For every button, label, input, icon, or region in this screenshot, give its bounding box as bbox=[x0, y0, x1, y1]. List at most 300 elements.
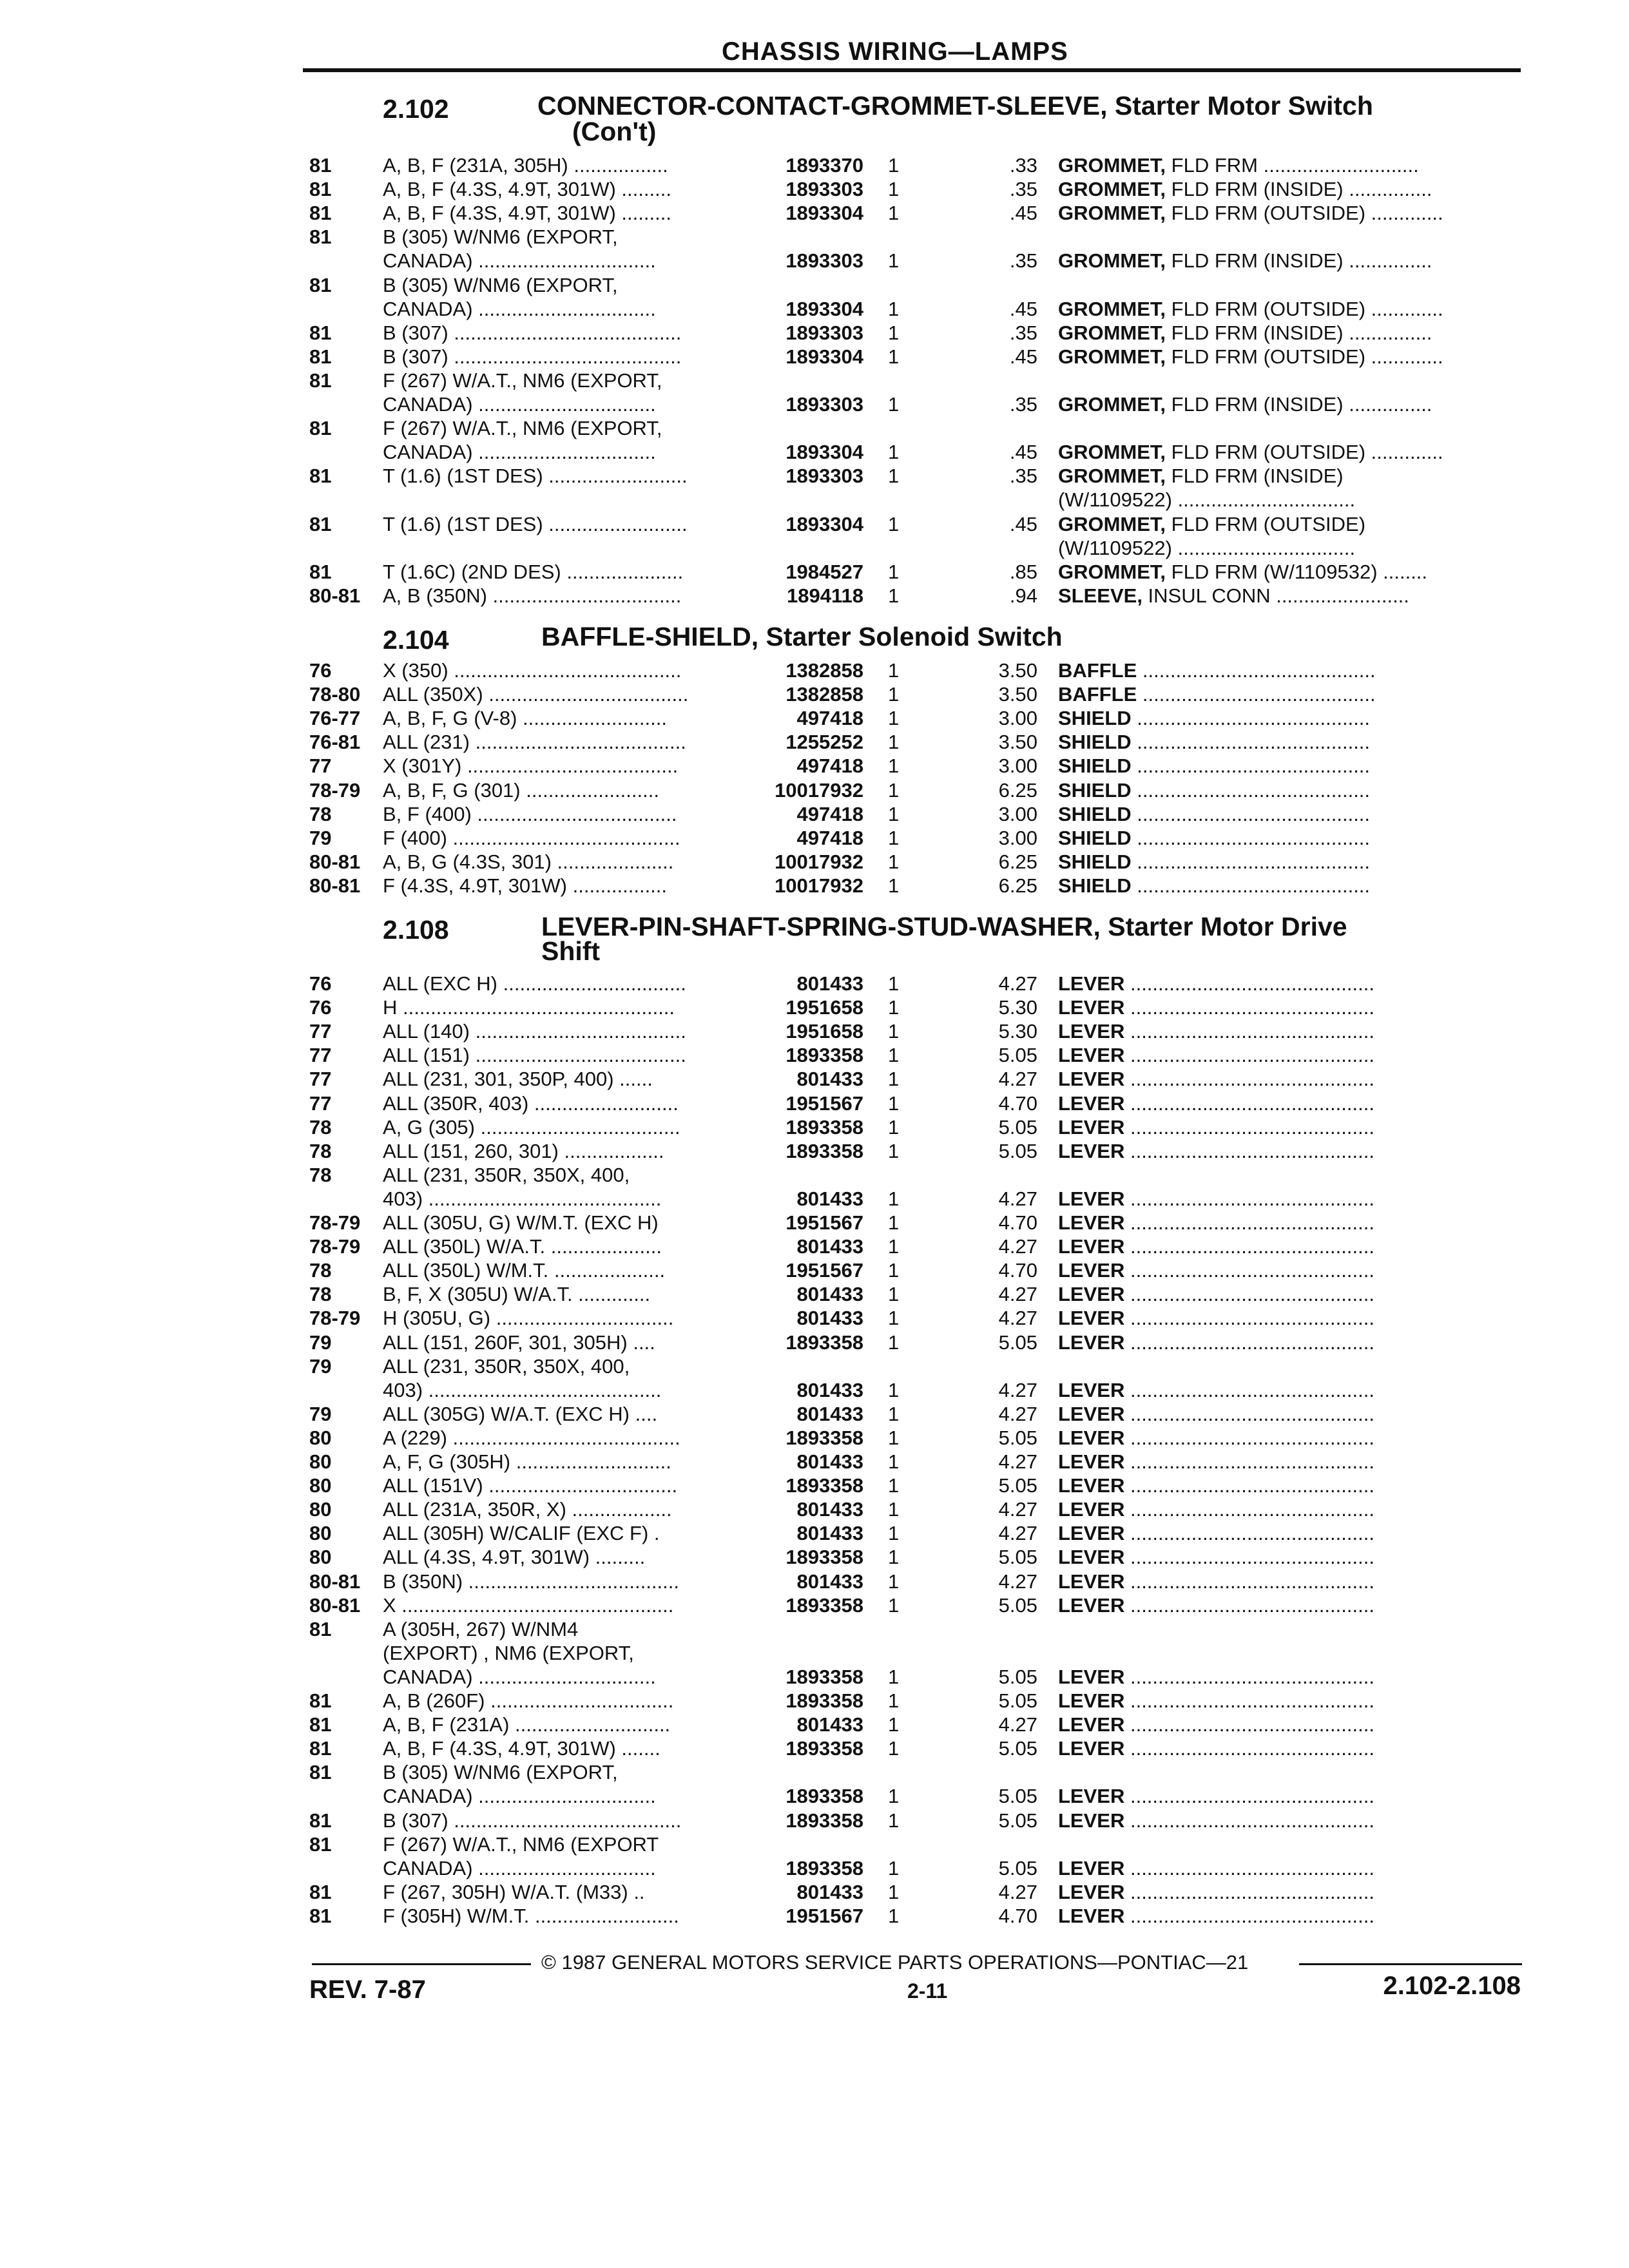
table-row bbox=[0, 658, 1629, 682]
quantity: 1 bbox=[888, 1594, 900, 1617]
part-number: 1894118 bbox=[787, 584, 863, 607]
part-detail: FLD FRM (INSIDE) ............... bbox=[1166, 393, 1432, 416]
model-year: 81 bbox=[309, 1618, 332, 1640]
part-name: GROMMET, bbox=[1058, 561, 1166, 583]
part-description bbox=[1058, 706, 1522, 730]
model-year: 81 bbox=[309, 1713, 332, 1736]
model-year: 80-81 bbox=[309, 1570, 361, 1593]
quantity: 1 bbox=[888, 1211, 900, 1234]
running-head: CHASSIS WIRING—LAMPS bbox=[722, 37, 1068, 66]
part-detail: .......................................... bbox=[1131, 874, 1371, 897]
part-name: LEVER bbox=[1058, 1689, 1125, 1712]
footer-copyright: © 1987 GENERAL MOTORS SERVICE PARTS OPERATIONS—PONTIAC—21 bbox=[541, 1951, 1249, 1974]
table-row bbox=[0, 754, 1629, 778]
quantity: 1 bbox=[888, 1713, 900, 1736]
part-number: 801433 bbox=[796, 1403, 863, 1425]
part-detail: FLD FRM (OUTSIDE) ............. bbox=[1166, 202, 1443, 224]
quantity: 1 bbox=[888, 1522, 900, 1544]
part-name: LEVER bbox=[1058, 1785, 1125, 1807]
part-description bbox=[1058, 1091, 1522, 1115]
part-description bbox=[1058, 682, 1522, 706]
revision-date: REV. 7-87 bbox=[309, 1975, 426, 2004]
part-name: GROMMET, bbox=[1058, 178, 1166, 200]
application: (EXPORT) , NM6 (EXPORT, bbox=[383, 1642, 634, 1664]
quantity: 1 bbox=[888, 1570, 900, 1593]
quantity: 1 bbox=[888, 1427, 900, 1449]
part-detail: ............................................ bbox=[1124, 1785, 1374, 1807]
part-description bbox=[1058, 1187, 1522, 1211]
part-name: BAFFLE bbox=[1058, 683, 1137, 706]
section-range: 2.102-2.108 bbox=[1383, 1972, 1521, 2000]
part-name: LEVER bbox=[1058, 1857, 1125, 1879]
part-number: 1893358 bbox=[786, 1331, 863, 1354]
part-name: GROMMET, bbox=[1058, 393, 1166, 416]
table-row bbox=[0, 1235, 1629, 1258]
part-name: LEVER bbox=[1058, 1379, 1125, 1401]
part-name: GROMMET, bbox=[1058, 441, 1166, 463]
price: 3.00 bbox=[998, 707, 1037, 729]
application: ALL (231) ...................................... bbox=[383, 731, 686, 753]
quantity: 1 bbox=[888, 659, 900, 682]
part-name: SHIELD bbox=[1058, 874, 1132, 897]
part-detail: FLD FRM (INSIDE) bbox=[1166, 465, 1344, 487]
part-description bbox=[1058, 874, 1522, 898]
part-number: 1382858 bbox=[786, 683, 863, 706]
part-detail: ............................................ bbox=[1124, 1857, 1374, 1879]
part-detail: ............................................ bbox=[1124, 1546, 1374, 1568]
model-year: 81 bbox=[309, 1881, 332, 1903]
table-row bbox=[0, 1497, 1629, 1521]
part-name: LEVER bbox=[1058, 1283, 1125, 1305]
section-number: 2.104 bbox=[383, 625, 449, 655]
quantity: 1 bbox=[888, 1857, 900, 1879]
application: ALL (151, 260, 301) .................. bbox=[383, 1140, 664, 1162]
part-description bbox=[1058, 1306, 1522, 1330]
part-name: LEVER bbox=[1058, 1427, 1125, 1449]
price: 4.27 bbox=[998, 1187, 1037, 1210]
model-year: 81 bbox=[309, 561, 332, 583]
page-number: 2-11 bbox=[907, 1979, 948, 2003]
part-description bbox=[1058, 1019, 1522, 1043]
part-number: 1893358 bbox=[786, 1044, 863, 1066]
part-detail: ............................................ bbox=[1124, 1737, 1374, 1760]
part-name: LEVER bbox=[1058, 1259, 1125, 1282]
model-year: 77 bbox=[309, 1068, 332, 1090]
part-detail: FLD FRM (INSIDE) ............... bbox=[1166, 178, 1432, 200]
table-row bbox=[0, 1641, 1629, 1665]
application: F (267, 305H) W/A.T. (M33) .. bbox=[383, 1881, 645, 1903]
part-detail: FLD FRM (OUTSIDE) ............. bbox=[1166, 345, 1443, 368]
part-name: LEVER bbox=[1058, 1140, 1125, 1162]
quantity: 1 bbox=[888, 249, 900, 272]
part-name: LEVER bbox=[1058, 1450, 1125, 1473]
application: A, B, F, G (301) ........................ bbox=[383, 779, 659, 802]
application: X ................................................. bbox=[383, 1594, 674, 1617]
model-year: 80-81 bbox=[309, 850, 361, 873]
part-description bbox=[1058, 584, 1522, 608]
part-number: 801433 bbox=[796, 1283, 863, 1305]
quantity: 1 bbox=[888, 996, 900, 1019]
price: .35 bbox=[1009, 178, 1037, 200]
application: F (267) W/A.T., NM6 (EXPORT, bbox=[383, 369, 662, 392]
table-row bbox=[0, 778, 1629, 802]
model-year: 80 bbox=[309, 1522, 332, 1544]
model-year: 81 bbox=[309, 1761, 332, 1783]
model-year: 80 bbox=[309, 1546, 332, 1568]
model-year: 80-81 bbox=[309, 1594, 361, 1617]
price: 5.05 bbox=[998, 1116, 1037, 1139]
application: T (1.6) (1ST DES) ......................... bbox=[383, 465, 688, 487]
table-row bbox=[0, 321, 1629, 345]
header-rule bbox=[303, 68, 1521, 72]
quantity: 1 bbox=[888, 803, 900, 825]
table-row bbox=[0, 1378, 1629, 1402]
model-year: 81 bbox=[309, 345, 332, 368]
quantity: 1 bbox=[888, 1068, 900, 1090]
application: T (1.6) (1ST DES) ......................... bbox=[383, 513, 688, 535]
part-description bbox=[1058, 560, 1522, 584]
price: 5.05 bbox=[998, 1857, 1037, 1879]
part-detail: ............................................ bbox=[1124, 1307, 1374, 1329]
part-name: SHIELD bbox=[1058, 850, 1132, 873]
price: 6.25 bbox=[998, 874, 1037, 897]
price: .33 bbox=[1009, 154, 1037, 177]
table-row bbox=[0, 1282, 1629, 1306]
table-row bbox=[0, 682, 1629, 706]
price: 3.00 bbox=[998, 827, 1037, 849]
part-detail: FLD FRM (OUTSIDE) ............. bbox=[1166, 298, 1443, 320]
application: CANADA) ................................ bbox=[383, 249, 656, 272]
part-number: 1893358 bbox=[786, 1546, 863, 1568]
part-description bbox=[1058, 754, 1522, 778]
application: ALL (305H) W/CALIF (EXC F) . bbox=[383, 1522, 660, 1544]
application: ALL (231, 350R, 350X, 400, bbox=[383, 1355, 630, 1378]
part-description bbox=[1058, 464, 1522, 488]
section-title: CONNECTOR-CONTACT-GROMMET-SLEEVE, Starter Motor Switch bbox=[537, 91, 1373, 120]
part-number: 1951567 bbox=[786, 1905, 863, 1927]
part-name: LEVER bbox=[1058, 1522, 1125, 1544]
part-detail: FLD FRM (INSIDE) ............... bbox=[1166, 322, 1432, 344]
section-title-continued: (Con't) bbox=[572, 117, 657, 146]
model-year: 80 bbox=[309, 1498, 332, 1521]
table-row bbox=[0, 177, 1629, 201]
part-name: LEVER bbox=[1058, 1068, 1125, 1090]
application: ALL (151V) .................................. bbox=[383, 1474, 678, 1497]
part-detail: ............................................ bbox=[1124, 1713, 1374, 1736]
table-row bbox=[0, 1426, 1629, 1450]
part-number: 1951567 bbox=[786, 1211, 863, 1234]
price: 4.27 bbox=[998, 1498, 1037, 1521]
table-row bbox=[0, 1521, 1629, 1545]
part-number: 1893304 bbox=[786, 298, 863, 320]
part-description bbox=[1058, 826, 1522, 850]
price: 4.27 bbox=[998, 1379, 1037, 1401]
table-row bbox=[0, 1450, 1629, 1474]
model-year: 78 bbox=[309, 1259, 332, 1282]
part-description bbox=[1058, 321, 1522, 345]
quantity: 1 bbox=[888, 1450, 900, 1473]
part-name: LEVER bbox=[1058, 1044, 1125, 1066]
table-row bbox=[0, 1713, 1629, 1736]
quantity: 1 bbox=[888, 850, 900, 873]
part-name: LEVER bbox=[1058, 1713, 1125, 1736]
model-year: 79 bbox=[309, 827, 332, 849]
section-title: LEVER-PIN-SHAFT-SPRING-STUD-WASHER, Starter Motor Drive bbox=[541, 912, 1347, 941]
part-detail: .......................................... bbox=[1131, 707, 1371, 729]
part-name: GROMMET, bbox=[1058, 154, 1166, 177]
quantity: 1 bbox=[888, 1666, 900, 1688]
part-detail: .......................................... bbox=[1131, 754, 1371, 777]
part-description bbox=[1058, 392, 1522, 416]
quantity: 1 bbox=[888, 1331, 900, 1354]
part-detail: ............................................ bbox=[1124, 1905, 1374, 1927]
application: B (350N) ...................................... bbox=[383, 1570, 679, 1593]
model-year: 81 bbox=[309, 417, 332, 439]
quantity: 1 bbox=[888, 465, 900, 487]
application: ALL (350L) W/A.T. .................... bbox=[383, 1235, 662, 1258]
part-detail: ............................................ bbox=[1124, 1427, 1374, 1449]
quantity: 1 bbox=[888, 827, 900, 849]
application: ALL (231A, 350R, X) .................. bbox=[383, 1498, 672, 1521]
application: ALL (305U, G) W/M.T. (EXC H) bbox=[383, 1211, 659, 1234]
model-year: 79 bbox=[309, 1355, 332, 1378]
part-description bbox=[1058, 1211, 1522, 1235]
part-number: 801433 bbox=[796, 1522, 863, 1544]
table-row bbox=[0, 1880, 1629, 1904]
table-row bbox=[0, 416, 1629, 440]
price: 5.05 bbox=[998, 1737, 1037, 1760]
part-name: LEVER bbox=[1058, 1737, 1125, 1760]
quantity: 1 bbox=[888, 1474, 900, 1497]
table-row bbox=[0, 440, 1629, 464]
part-name: LEVER bbox=[1058, 1116, 1125, 1139]
quantity: 1 bbox=[888, 707, 900, 729]
application: A, B (350N) .................................. bbox=[383, 584, 682, 607]
part-detail: .......................................... bbox=[1131, 779, 1371, 802]
model-year: 79 bbox=[309, 1331, 332, 1354]
table-row bbox=[0, 512, 1629, 536]
table-row bbox=[0, 995, 1629, 1019]
table-row bbox=[0, 584, 1629, 608]
table-row bbox=[0, 1474, 1629, 1497]
part-name: GROMMET, bbox=[1058, 249, 1166, 272]
application: B (305) W/NM6 (EXPORT, bbox=[383, 1761, 618, 1783]
table-row bbox=[0, 826, 1629, 850]
table-row bbox=[0, 1736, 1629, 1760]
part-number: 801433 bbox=[796, 1187, 863, 1210]
application: CANADA) ................................ bbox=[383, 1785, 656, 1807]
model-year: 78 bbox=[309, 1140, 332, 1162]
application: F (267) W/A.T., NM6 (EXPORT, bbox=[383, 417, 662, 439]
part-description bbox=[1058, 1282, 1522, 1306]
table-row bbox=[0, 1856, 1629, 1880]
part-detail: ............................................ bbox=[1124, 1283, 1374, 1305]
price: 6.25 bbox=[998, 850, 1037, 873]
part-detail: ............................................ bbox=[1124, 1403, 1374, 1425]
part-description bbox=[1058, 177, 1522, 201]
model-year: 81 bbox=[309, 322, 332, 344]
part-name: LEVER bbox=[1058, 1474, 1125, 1497]
part-description bbox=[1058, 972, 1522, 995]
price: 3.50 bbox=[998, 731, 1037, 753]
part-number: 1984527 bbox=[786, 561, 863, 583]
part-detail: (W/1109522) ................................ bbox=[1058, 488, 1356, 511]
part-description bbox=[1058, 488, 1522, 512]
part-number: 1893358 bbox=[786, 1116, 863, 1139]
price: 4.70 bbox=[998, 1211, 1037, 1234]
part-number: 801433 bbox=[796, 1713, 863, 1736]
table-row bbox=[0, 1784, 1629, 1808]
table-row bbox=[0, 369, 1629, 392]
part-description bbox=[1058, 850, 1522, 874]
part-description bbox=[1058, 345, 1522, 369]
quantity: 1 bbox=[888, 298, 900, 320]
part-description bbox=[1058, 1497, 1522, 1521]
part-name: LEVER bbox=[1058, 1092, 1125, 1115]
price: .45 bbox=[1009, 441, 1037, 463]
part-description bbox=[1058, 1426, 1522, 1450]
part-number: 1893358 bbox=[786, 1594, 863, 1617]
table-row bbox=[0, 1617, 1629, 1641]
part-name: LEVER bbox=[1058, 1307, 1125, 1329]
model-year: 81 bbox=[309, 1737, 332, 1760]
part-description bbox=[1058, 153, 1522, 177]
quantity: 1 bbox=[888, 874, 900, 897]
part-number: 1893358 bbox=[786, 1857, 863, 1879]
price: 4.27 bbox=[998, 1403, 1037, 1425]
part-number: 10017932 bbox=[775, 850, 863, 873]
part-number: 1893358 bbox=[786, 1427, 863, 1449]
table-row bbox=[0, 1306, 1629, 1330]
part-number: 10017932 bbox=[775, 874, 863, 897]
part-name: LEVER bbox=[1058, 1809, 1125, 1832]
part-description bbox=[1058, 1784, 1522, 1808]
table-row bbox=[0, 706, 1629, 730]
part-number: 1951658 bbox=[786, 996, 863, 1019]
part-detail: .......................................... bbox=[1131, 731, 1371, 753]
application: ALL (231, 350R, 350X, 400, bbox=[383, 1164, 630, 1186]
part-number: 1893303 bbox=[786, 249, 863, 272]
application: A, B (260F) ................................. bbox=[383, 1689, 674, 1712]
part-description bbox=[1058, 1545, 1522, 1569]
price: 5.05 bbox=[998, 1044, 1037, 1066]
part-description bbox=[1058, 658, 1522, 682]
application: CANADA) ................................ bbox=[383, 298, 656, 320]
table-row bbox=[0, 850, 1629, 874]
application: ALL (4.3S, 4.9T, 301W) ......... bbox=[383, 1546, 646, 1568]
table-row bbox=[0, 802, 1629, 826]
part-number: 1893358 bbox=[786, 1140, 863, 1162]
application: A, B, F (4.3S, 4.9T, 301W) ....... bbox=[383, 1737, 660, 1760]
part-detail: ............................................ bbox=[1124, 1211, 1374, 1234]
table-row bbox=[0, 874, 1629, 898]
price: 4.27 bbox=[998, 1283, 1037, 1305]
application: F (305H) W/M.T. .......................... bbox=[383, 1905, 679, 1927]
model-year: 76 bbox=[309, 996, 332, 1019]
part-name: GROMMET, bbox=[1058, 298, 1166, 320]
part-number: 1382858 bbox=[786, 659, 863, 682]
application: A (229) ......................................... bbox=[383, 1427, 680, 1449]
quantity: 1 bbox=[888, 345, 900, 368]
part-description bbox=[1058, 1378, 1522, 1402]
table-row bbox=[0, 201, 1629, 225]
quantity: 1 bbox=[888, 683, 900, 706]
part-detail: .......................................... bbox=[1131, 850, 1371, 873]
table-row bbox=[0, 345, 1629, 369]
part-name: LEVER bbox=[1058, 1881, 1125, 1903]
model-year: 78-79 bbox=[309, 1307, 361, 1329]
price: 5.05 bbox=[998, 1689, 1037, 1712]
table-row bbox=[0, 536, 1629, 560]
application: A, B, F (4.3S, 4.9T, 301W) ......... bbox=[383, 202, 671, 224]
application: F (267) W/A.T., NM6 (EXPORT bbox=[383, 1833, 659, 1856]
part-name: SHIELD bbox=[1058, 779, 1132, 802]
application: B (307) ......................................... bbox=[383, 1809, 682, 1832]
part-detail: ............................................ bbox=[1124, 1187, 1374, 1210]
part-name: GROMMET, bbox=[1058, 513, 1166, 535]
table-row bbox=[0, 1091, 1629, 1115]
model-year: 81 bbox=[309, 1833, 332, 1856]
part-description bbox=[1058, 1665, 1522, 1689]
price: 3.00 bbox=[998, 754, 1037, 777]
part-detail: ............................................ bbox=[1124, 1522, 1374, 1544]
part-detail: FLD FRM (INSIDE) ............... bbox=[1166, 249, 1432, 272]
part-description bbox=[1058, 1593, 1522, 1617]
price: 4.27 bbox=[998, 1068, 1037, 1090]
part-detail: ............................................ bbox=[1124, 1809, 1374, 1832]
part-description bbox=[1058, 1115, 1522, 1139]
price: 4.27 bbox=[998, 1307, 1037, 1329]
quantity: 1 bbox=[888, 1307, 900, 1329]
price: .35 bbox=[1009, 393, 1037, 416]
quantity: 1 bbox=[888, 972, 900, 995]
part-name: LEVER bbox=[1058, 972, 1125, 995]
part-detail: ............................................ bbox=[1124, 1689, 1374, 1712]
model-year: 77 bbox=[309, 1020, 332, 1043]
part-number: 1893370 bbox=[786, 154, 863, 177]
quantity: 1 bbox=[888, 1881, 900, 1903]
model-year: 76 bbox=[309, 972, 332, 995]
model-year: 81 bbox=[309, 513, 332, 535]
part-name: SLEEVE, bbox=[1058, 584, 1142, 607]
part-name: LEVER bbox=[1058, 996, 1125, 1019]
part-number: 1893358 bbox=[786, 1474, 863, 1497]
application: A, B, F (4.3S, 4.9T, 301W) ......... bbox=[383, 178, 671, 200]
part-description bbox=[1058, 512, 1522, 536]
part-detail: FLD FRM (W/1109532) ........ bbox=[1166, 561, 1428, 583]
table-row bbox=[0, 488, 1629, 512]
part-number: 1893358 bbox=[786, 1737, 863, 1760]
application: 403) .......................................... bbox=[383, 1379, 662, 1401]
quantity: 1 bbox=[888, 1689, 900, 1712]
part-number: 1893358 bbox=[786, 1785, 863, 1807]
quantity: 1 bbox=[888, 1020, 900, 1043]
part-name: SHIELD bbox=[1058, 827, 1132, 849]
part-detail: ............................................ bbox=[1124, 1594, 1374, 1617]
application: A, B, F (231A, 305H) ................. bbox=[383, 154, 668, 177]
section-number: 2.102 bbox=[383, 94, 449, 124]
part-description bbox=[1058, 1809, 1522, 1832]
part-number: 1893304 bbox=[786, 513, 863, 535]
price: 4.70 bbox=[998, 1259, 1037, 1282]
quantity: 1 bbox=[888, 1259, 900, 1282]
price: .45 bbox=[1009, 345, 1037, 368]
part-description bbox=[1058, 1880, 1522, 1904]
table-row bbox=[0, 560, 1629, 584]
application: X (301Y) ...................................... bbox=[383, 754, 679, 777]
table-row bbox=[0, 1689, 1629, 1713]
model-year: 80 bbox=[309, 1427, 332, 1449]
